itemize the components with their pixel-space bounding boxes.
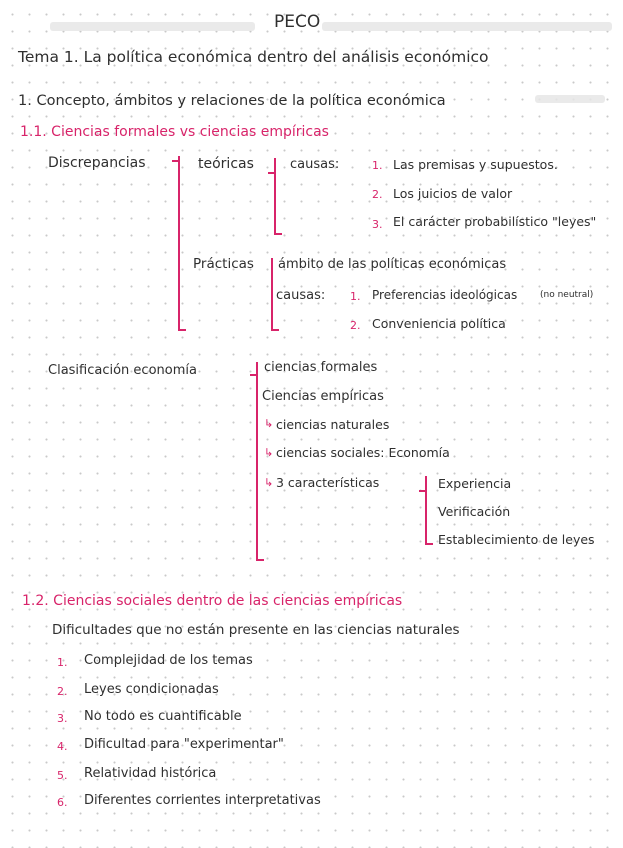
dificultad-1: Complejidad de los temas [84,653,253,668]
dificultad-2-num: 2. [57,685,68,698]
teoricas-item-3-num: 3. [372,218,383,231]
clasificacion-sub-3: 3 características [276,475,380,490]
arrow-icon-3: ↳ [264,476,274,489]
discrepancias-brace-tip [172,160,179,162]
subsection-1-2-title: 1.2. Ciencias sociales dentro de las ciencias empíricas [22,593,403,609]
caracteristicas-brace-end [425,543,433,545]
clasificacion-label: Clasificación economía [48,363,197,378]
page-title: PECO [274,12,321,32]
teoricas-item-1-num: 1. [372,159,383,172]
dificultad-1-num: 1. [57,656,68,669]
dificultad-2: Leyes condicionadas [84,682,219,697]
caracteristica-2: Verificación [438,504,511,519]
practicas-ambito: ámbito de las políticas económicas [278,257,507,272]
practicas-label: Prácticas [193,256,254,272]
teoricas-item-3: El carácter probabilístico "leyes" [393,214,597,229]
header-highlight-right [322,22,612,31]
practicas-causas-label: causas: [276,288,326,303]
practicas-item-1-note: (no neutral) [540,290,594,300]
teoricas-causas-label: causas: [290,157,340,172]
dificultad-6-num: 6. [57,796,68,809]
caracteristicas-brace-tip [419,490,426,492]
clasificacion-brace [256,362,258,560]
caracteristica-1: Experiencia [438,476,512,491]
dificultad-4: Dificultad para "experimentar" [84,737,284,752]
caracteristica-3: Establecimiento de leyes [438,532,595,547]
discrepancias-brace-end [178,329,186,331]
section1-title: 1. Concepto, ámbitos y relaciones de la política económica [18,93,446,109]
dificultad-6: Diferentes corrientes interpretativas [84,793,321,808]
clasificacion-brace-tip [250,374,257,376]
dificultad-3: No todo es cuantificable [84,709,242,724]
teoricas-item-2-num: 2. [372,188,383,201]
arrow-icon-1: ↳ [264,417,274,430]
section1-highlight [535,95,605,103]
teoricas-label: teóricas [198,156,254,172]
teoricas-item-1: Las premisas y supuestos. [393,157,558,172]
clasificacion-item-2: Ciencias empíricas [262,389,384,404]
clasificacion-sub-1: ciencias naturales [276,417,390,432]
clasificacion-sub-2: ciencias sociales: Economía [276,445,450,460]
header-highlight-left [50,22,255,31]
clasificacion-item-1: ciencias formales [264,360,378,375]
arrow-icon-2: ↳ [264,446,274,459]
subsection-1-2-intro: Dificultades que no están presente en las ciencias naturales [52,622,460,638]
subsection-1-1-title: 1.1. Ciencias formales vs ciencias empíricas [20,124,329,140]
practicas-item-1: Preferencias ideológicas [372,288,518,302]
clasificacion-brace-end [256,559,264,561]
dificultad-3-num: 3. [57,712,68,725]
caracteristicas-brace [425,476,427,544]
practicas-item-1-num: 1. [350,290,361,303]
practicas-brace [271,258,273,330]
discrepancias-label: Discrepancias [48,155,146,171]
topic-heading: Tema 1. La política económica dentro del análisis económico [18,48,489,66]
dificultad-5: Relatividad histórica [84,766,217,781]
practicas-brace-end [271,329,279,331]
practicas-item-2: Conveniencia política [372,316,506,331]
discrepancias-brace [178,156,180,330]
practicas-item-2-num: 2. [350,319,361,332]
teoricas-brace-tip [268,172,275,174]
dificultad-5-num: 5. [57,769,68,782]
teoricas-brace [274,158,276,234]
teoricas-item-2: Los juicios de valor [393,186,513,201]
dificultad-4-num: 4. [57,740,68,753]
teoricas-brace-end [274,233,282,235]
